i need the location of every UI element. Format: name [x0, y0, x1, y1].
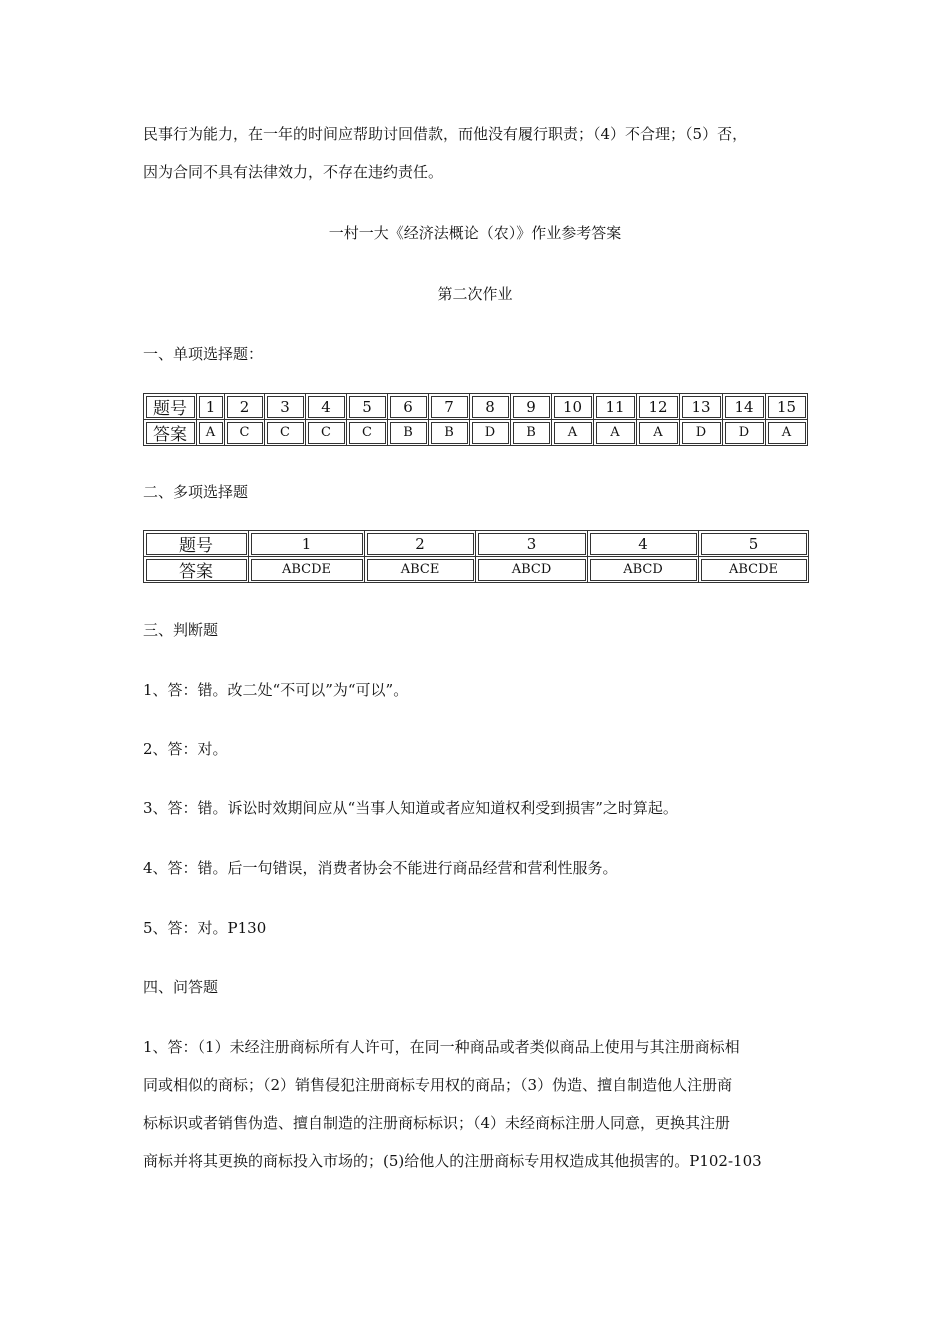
- row-label: 答案: [144, 420, 197, 446]
- table-row: [144, 531, 809, 557]
- question-number: 13: [680, 394, 723, 420]
- question-number: 3: [476, 531, 588, 557]
- intro-line-1: 民事行为能力，在一年的时间应帮助讨回借款，而他没有履行职责；（4）不合理；（5）否，: [143, 125, 748, 143]
- answer-cell: C: [225, 420, 265, 446]
- section2-heading: 二、多项选择题: [143, 483, 249, 501]
- document-title: 一村一大《经济法概论（农）》作业参考答案: [328, 224, 622, 242]
- qa-answer-line-4: 商标并将其更换的商标投入市场的；(5)给他人的注册商标专用权造成其他损害的。P102-103: [143, 1152, 762, 1170]
- answer-cell: D: [470, 420, 511, 446]
- row-label: 题号: [144, 394, 197, 420]
- qa-answer-line-2: 同或相似的商标；（2）销售侵犯注册商标专用权的商品；（3）伪造、擅自制造他人注册商: [143, 1076, 733, 1094]
- question-number: 4: [588, 531, 699, 557]
- row-label: 题号: [144, 531, 249, 557]
- row-label: 答案: [144, 557, 249, 583]
- answer-cell: A: [552, 420, 594, 446]
- question-number: 9: [511, 394, 552, 420]
- answer-cell: ABCDE: [249, 557, 365, 583]
- question-number: 1: [197, 394, 225, 420]
- question-number: 4: [306, 394, 347, 420]
- section1-heading: 一、单项选择题：: [143, 345, 264, 363]
- question-number: 11: [594, 394, 637, 420]
- answer-cell: A: [637, 420, 680, 446]
- question-number: 5: [699, 531, 809, 557]
- answer-cell: A: [197, 420, 225, 446]
- question-number: 2: [225, 394, 265, 420]
- intro-line-2: 因为合同不具有法律效力，不存在违约责任。: [143, 163, 444, 181]
- answer-cell: C: [347, 420, 388, 446]
- answer-cell: D: [680, 420, 723, 446]
- multiple-choice-table: [143, 530, 809, 583]
- answer-cell: B: [388, 420, 429, 446]
- answer-cell: ABCD: [476, 557, 588, 583]
- answer-cell: B: [511, 420, 552, 446]
- answer-cell: ABCDE: [699, 557, 809, 583]
- question-number: 14: [723, 394, 766, 420]
- single-choice-table: [143, 393, 808, 446]
- answer-cell: B: [429, 420, 470, 446]
- document-subtitle: 第二次作业: [437, 285, 513, 303]
- question-number: 15: [766, 394, 808, 420]
- answer-cell: D: [723, 420, 766, 446]
- question-number: 3: [265, 394, 306, 420]
- section4-heading: 四、问答题: [143, 978, 219, 996]
- answer-cell: A: [766, 420, 808, 446]
- answer-cell: A: [594, 420, 637, 446]
- question-number: 2: [365, 531, 476, 557]
- judgment-item-3: 3、答：错。诉讼时效期间应从“当事人知道或者应知道权利受到损害”之时算起。: [143, 799, 678, 817]
- section3-heading: 三、判断题: [143, 621, 219, 639]
- question-number: 1: [249, 531, 365, 557]
- table-row: [144, 394, 808, 420]
- qa-answer-line-3: 标标识或者销售伪造、擅自制造的注册商标标识；（4）未经商标注册人同意，更换其注册: [143, 1114, 731, 1132]
- question-number: 7: [429, 394, 470, 420]
- answer-cell: ABCD: [588, 557, 699, 583]
- answer-cell: C: [306, 420, 347, 446]
- judgment-item-2: 2、答：对。: [143, 740, 228, 758]
- question-number: 5: [347, 394, 388, 420]
- table-row: [144, 420, 808, 446]
- qa-answer-line-1: 1、答：（1）未经注册商标所有人许可，在同一种商品或者类似商品上使用与其注册商标相: [143, 1038, 740, 1056]
- table-row: [144, 557, 809, 583]
- answer-cell: ABCE: [365, 557, 476, 583]
- question-number: 6: [388, 394, 429, 420]
- question-number: 8: [470, 394, 511, 420]
- judgment-item-4: 4、答：错。后一句错误，消费者协会不能进行商品经营和营利性服务。: [143, 859, 618, 877]
- question-number: 12: [637, 394, 680, 420]
- question-number: 10: [552, 394, 594, 420]
- answer-cell: C: [265, 420, 306, 446]
- judgment-item-1: 1、答：错。改二处“不可以”为“可以”。: [143, 681, 409, 699]
- judgment-item-5: 5、答：对。P130: [143, 919, 267, 937]
